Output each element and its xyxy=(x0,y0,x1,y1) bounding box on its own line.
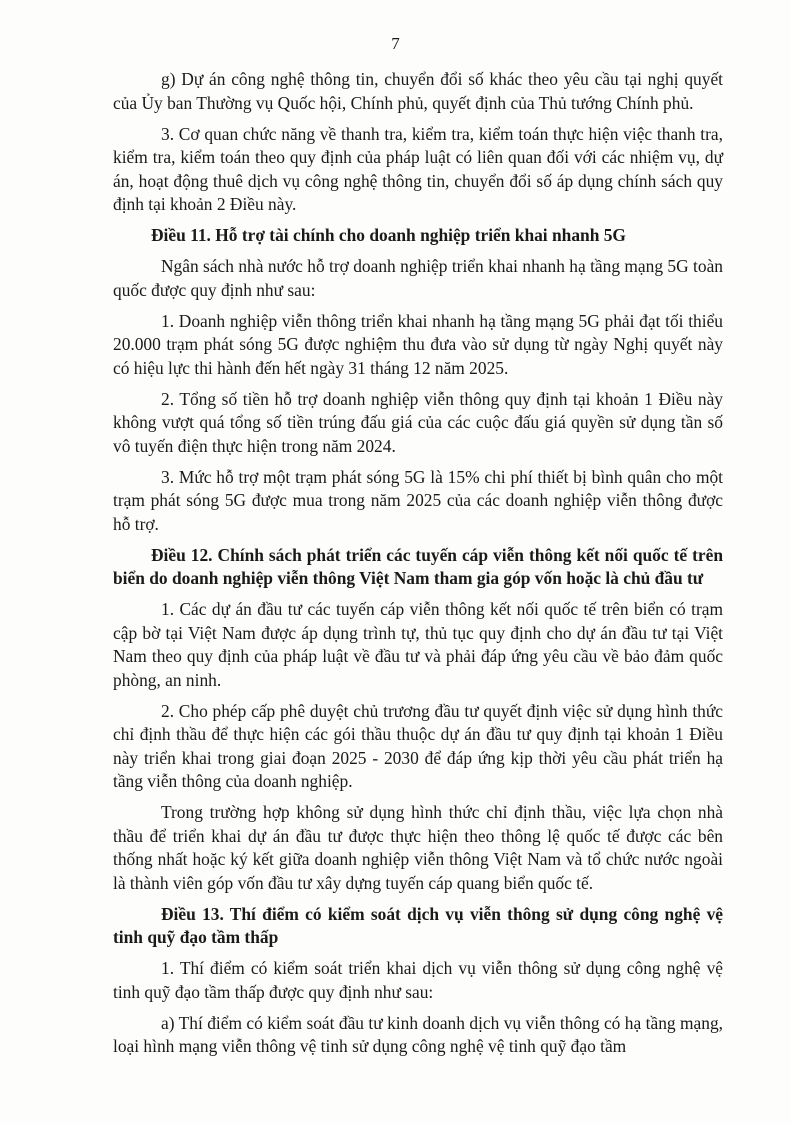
article-11-heading: Điều 11. Hỗ trợ tài chính cho doanh nghiệp triển khai nhanh 5G xyxy=(151,225,626,245)
paragraph-clause-3-inspection: 3. Cơ quan chức năng về thanh tra, kiểm tra, kiểm toán thực hiện việc thanh tra, kiểm tra, kiểm toán theo quy định của pháp luật có liên quan đối với các nhiệm vụ, dự án, hoạt động thuê dịch vụ công nghệ thông tin, chuyển đổi số áp dụng chính sách quy định tại khoản 2 Điều này. xyxy=(113,123,723,214)
paragraph-article-11-clause-1: 1. Doanh nghiệp viễn thông triển khai nhanh hạ tầng mạng 5G phải đạt tối thiểu 20.000 trạm phát sóng 5G được nghiệm thu đưa vào sử dụng từ ngày Nghị quyết này có hiệu lực thi hành đến hết ngày 31 tháng 12 năm 2025. xyxy=(113,310,723,378)
paragraph-article-11-intro: Ngân sách nhà nước hỗ trợ doanh nghiệp triển khai nhanh hạ tầng mạng 5G toàn quốc được quy định như sau: xyxy=(113,256,723,300)
paragraph-point-g: g) Dự án công nghệ thông tin, chuyển đổi số khác theo yêu cầu tại nghị quyết của Ủy ban Thường vụ Quốc hội, Chính phủ, quyết định của Thủ tướng Chính phủ. xyxy=(113,69,723,113)
article-13-heading: Điều 13. Thí điểm có kiểm soát dịch vụ viễn thông sử dụng công nghệ vệ tinh quỹ đạo tầm thấp xyxy=(113,903,723,947)
paragraph-article-12-alternative: Trong trường hợp không sử dụng hình thức chỉ định thầu, việc lựa chọn nhà thầu để triển khai dự án đầu tư được thực hiện theo thông lệ quốc tế được các bên thống nhất hoặc ký kết giữa doanh nghiệp viễn thông Việt Nam và tổ chức nước ngoài là thành viên góp vốn đầu tư xây dựng tuyến cáp quang biển quốc tế. xyxy=(113,802,723,893)
paragraph-article-11-clause-3: 3. Mức hỗ trợ một trạm phát sóng 5G là 15% chi phí thiết bị bình quân cho một trạm phát sóng 5G được mua trong năm 2025 của các doanh nghiệp viễn thông được hỗ trợ. xyxy=(113,466,723,534)
document-body xyxy=(113,68,723,1066)
article-12-heading: Điều 12. Chính sách phát triển các tuyến cáp viễn thông kết nối quốc tế trên biển do doanh nghiệp viễn thông Việt Nam tham gia góp vốn hoặc là chủ đầu tư xyxy=(113,544,723,588)
paragraph-article-12-clause-1: 1. Các dự án đầu tư các tuyến cáp viễn thông kết nối quốc tế trên biển có trạm cập bờ tại Việt Nam được áp dụng trình tự, thủ tục quy định cho dự án đầu tư tại Việt Nam theo quy định của pháp luật về đầu tư và phải đáp ứng yêu cầu về bảo đảm quốc phòng, an ninh. xyxy=(113,599,723,690)
paragraph-article-11-clause-2: 2. Tổng số tiền hỗ trợ doanh nghiệp viễn thông quy định tại khoản 1 Điều này không vượt quá tổng số tiền trúng đấu giá của các cuộc đấu giá quyền sử dụng tần số vô tuyến điện thực hiện trong năm 2024. xyxy=(113,388,723,456)
paragraph-article-13-clause-1: 1. Thí điểm có kiểm soát triển khai dịch vụ viễn thông sử dụng công nghệ vệ tinh quỹ đạo tầm thấp được quy định như sau: xyxy=(113,958,723,1002)
paragraph-article-12-clause-2: 2. Cho phép cấp phê duyệt chủ trương đầu tư quyết định việc sử dụng hình thức chỉ định thầu để thực hiện các gói thầu thuộc dự án đầu tư quy định tại khoản 1 Điều này triển khai trong giai đoạn 2025 - 2030 để đáp ứng kịp thời yêu cầu phát triển hạ tầng viễn thông của doanh nghiệp. xyxy=(113,700,723,791)
paragraph-article-13-point-a: a) Thí điểm có kiểm soát đầu tư kinh doanh dịch vụ viễn thông có hạ tầng mạng, loại hình mạng viễn thông vệ tinh sử dụng công nghệ vệ tinh quỹ đạo tầm xyxy=(113,1012,723,1056)
page-number: 7 xyxy=(391,34,400,53)
